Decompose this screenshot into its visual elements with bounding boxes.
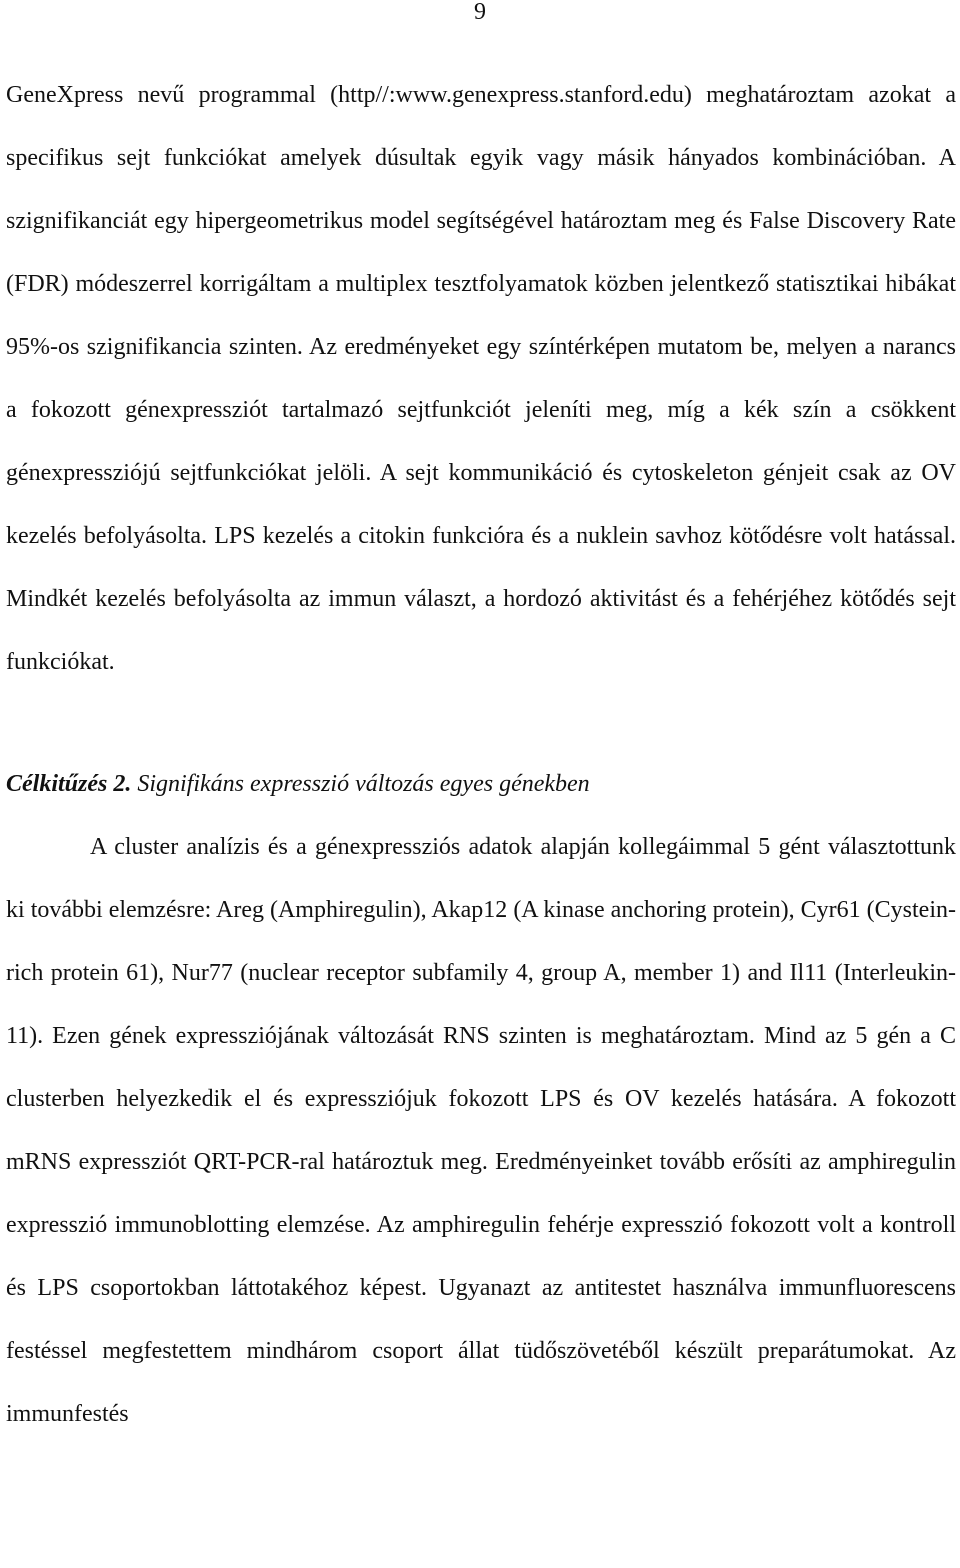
- section-heading-title: Signifikáns expresszió változás egyes génekben: [137, 771, 590, 797]
- document-body: [6, 64, 956, 1446]
- paragraph-gene-selection: A cluster analízis és a génexpressziós adatok alapján kollegáimmal 5 gént választottunk ki további elemzésre: Areg (Amphiregulin), Akap12 (A kinase anchoring protein), Cyr61 (Cystein-rich protein 61), Nur77 (nuclear receptor subfamily 4, group A, member 1) and Il11 (Interleukin-11). Ezen gének expressziójának változását RNS szinten is meghatároztam. Mind az 5 gén a C clusterben helyezkedik el és expressziójuk fokozott LPS és OV kezelés hatására. A fokozott mRNS expressziót QRT-PCR-ral határoztuk meg. Eredményeinket tovább erősíti az amphiregulin expresszió immunoblotting elemzése. Az amphiregulin fehérje expresszió fokozott volt a kontroll és LPS csoportokban láttotakéhoz képest. Ugyanazt az antitestet használva immunfluorescens festéssel megfestettem mindhárom csoport állat tüdőszövetéből készült preparátumokat. Az immunfestés: [6, 834, 956, 1427]
- section-heading-label: Célkitűzés 2.: [6, 771, 132, 797]
- page-number: 9: [474, 0, 486, 25]
- section-heading: [6, 753, 956, 816]
- paragraph-cell-function-analysis: GeneXpress nevű programmal (http//:www.genexpress.stanford.edu) meghatároztam azokat a specifikus sejt funkciókat amelyek dúsultak egyik vagy másik hányados kombinációban. A szignifikanciát egy hipergeometrikus model segítségével határoztam meg és False Discovery Rate (FDR) módeszerrel korrigáltam a multiplex tesztfolyamatok közben jelentkező statisztikai hibákat 95%-os szignifikancia szinten. Az eredményeket egy színtérképen mutatom be, melyen a narancs a fokozott génexpressziót tartalmazó sejtfunkciót jeleníti meg, míg a kék szín a csökkent génexpressziójú sejtfunkciókat jelöli. A sejt kommunikáció és cytoskeleton génjeit csak az OV kezelés befolyásolta. LPS kezelés a citokin funkcióra és a nuklein savhoz kötődésre volt hatással. Mindkét kezelés befolyásolta az immun választ, a hordozó aktivitást és a fehérjéhez kötődés sejt funkciókat.: [6, 82, 956, 675]
- paragraph-spacer: [6, 694, 956, 753]
